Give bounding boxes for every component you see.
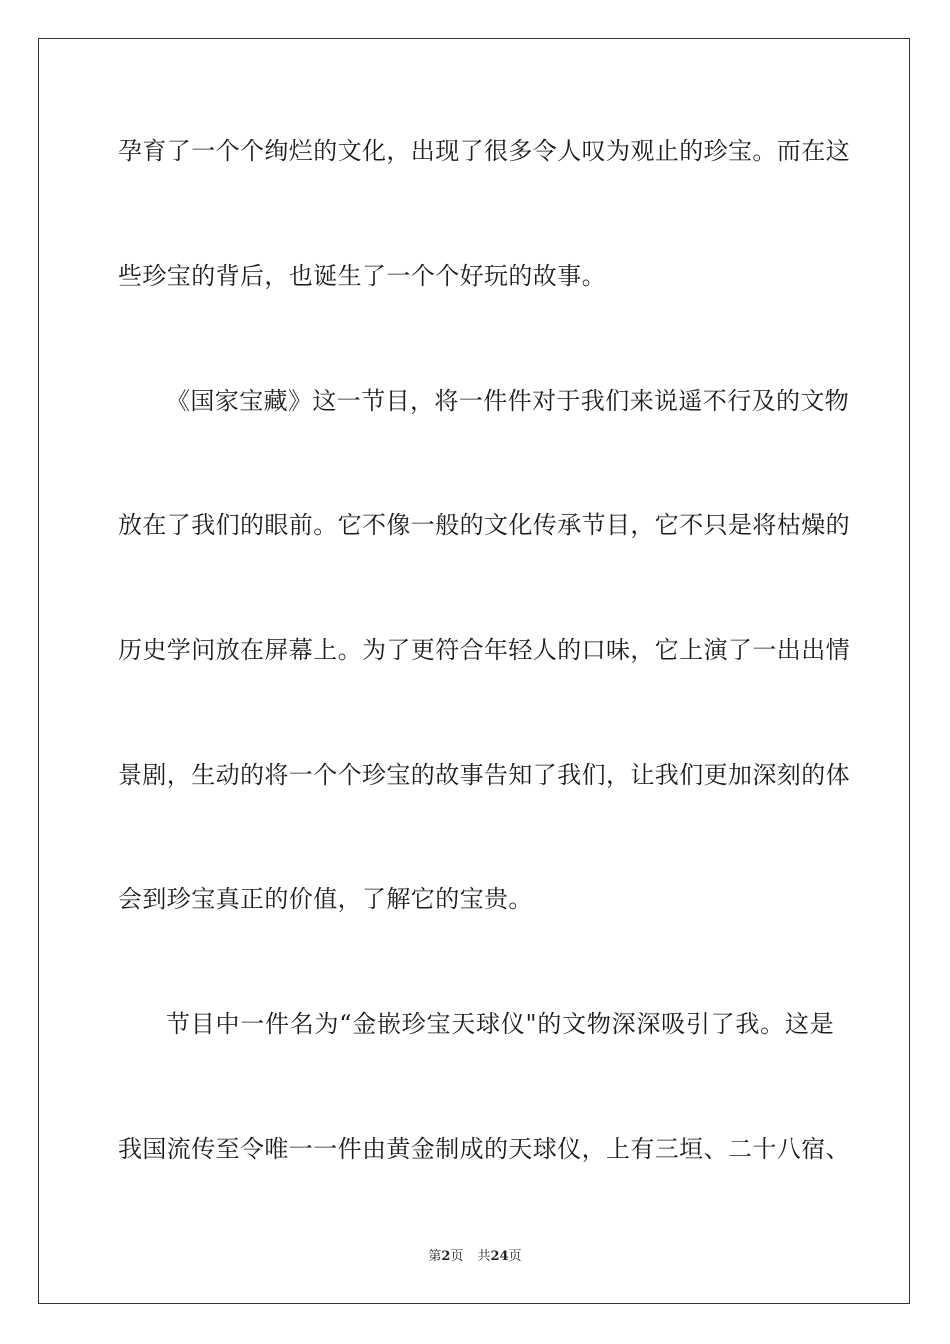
- footer-total-prefix: 共: [477, 1249, 491, 1264]
- footer-page-prefix: 第: [428, 1249, 442, 1264]
- text-line-7: 会到珍宝真正的价值，了解它的宝贵。: [118, 885, 533, 913]
- footer-total-suffix: 页: [508, 1249, 522, 1264]
- text-line-9: 我国流传至令唯一一件由黄金制成的天球仪，上有三垣、二十八宿、: [118, 1135, 850, 1163]
- footer-total-pages: 24: [490, 1249, 509, 1264]
- text-line-4: 放在了我们的眼前。它不像一般的文化传承节目，它不只是将枯燥的: [118, 511, 850, 539]
- text-line-5: 历史学问放在屏幕上。为了更符合年轻人的口味，它上演了一出出情: [118, 636, 850, 664]
- page-border: [38, 38, 910, 1304]
- text-line-6: 景剧，生动的将一个个珍宝的故事告知了我们，让我们更加深刻的体: [118, 761, 850, 789]
- text-line-3: 《国家宝藏》这一节目，将一件件对于我们来说遥不行及的文物: [166, 387, 850, 415]
- text-line-2: 些珍宝的背后，也诞生了一个个好玩的故事。: [118, 262, 606, 290]
- footer-page-suffix: 页: [450, 1249, 464, 1264]
- footer-page-number: 2: [441, 1249, 451, 1264]
- text-line-8: 节目中一件名为“金嵌珍宝天球仪"的文物深深吸引了我。这是: [166, 1010, 834, 1038]
- text-line-1: 孕育了一个个绚烂的文化，出现了很多令人叹为观止的珍宝。而在这: [118, 137, 850, 165]
- page-footer: [0, 1248, 950, 1266]
